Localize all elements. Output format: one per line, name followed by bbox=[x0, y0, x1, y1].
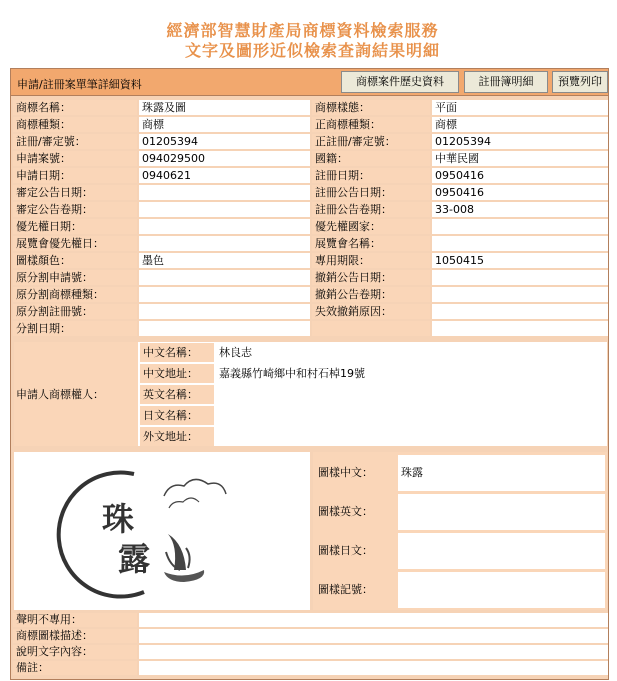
detail-label bbox=[312, 321, 430, 336]
footer-value bbox=[139, 645, 608, 659]
footer-value bbox=[139, 613, 608, 627]
detail-label: 展覽會名稱： bbox=[312, 236, 430, 251]
footer-label: 說明文字內容： bbox=[13, 645, 137, 659]
trademark-logo-char: 露 bbox=[118, 540, 151, 578]
history-button[interactable]: 商標案件歷史資料 bbox=[341, 71, 459, 93]
detail-value: 0950416 bbox=[432, 168, 608, 183]
applicant-label-cell bbox=[14, 342, 138, 446]
detail-label: 優先權國家： bbox=[312, 219, 430, 234]
detail-label: 註冊公告卷期： bbox=[312, 202, 430, 217]
pattern-value bbox=[398, 572, 605, 608]
detail-label: 註冊公告日期： bbox=[312, 185, 430, 200]
detail-label: 商標名稱： bbox=[13, 100, 137, 115]
panel-header bbox=[10, 68, 609, 96]
applicant-field-value bbox=[216, 406, 606, 425]
detail-label: 失效撤銷原因： bbox=[312, 304, 430, 319]
pattern-label: 圖樣中文： bbox=[315, 455, 395, 491]
pattern-value: 珠露 bbox=[398, 455, 605, 491]
pattern-label: 圖樣日文： bbox=[315, 533, 395, 569]
detail-label: 註冊/審定號： bbox=[13, 134, 137, 149]
detail-label: 申請案號： bbox=[13, 151, 137, 166]
detail-label: 正註冊/審定號： bbox=[312, 134, 430, 149]
applicant-field-label: 英文名稱： bbox=[140, 385, 214, 404]
footer-value bbox=[139, 629, 608, 643]
detail-value bbox=[139, 219, 310, 234]
detail-label: 國籍： bbox=[312, 151, 430, 166]
detail-value bbox=[139, 236, 310, 251]
pattern-label: 圖樣記號： bbox=[315, 572, 395, 608]
applicant-field-value bbox=[216, 427, 606, 446]
detail-value: 商標 bbox=[432, 117, 608, 132]
pattern-label: 圖樣英文： bbox=[315, 494, 395, 530]
applicant-field-label: 中文名稱： bbox=[140, 343, 214, 362]
detail-value: 珠露及圖 bbox=[139, 100, 310, 115]
detail-label: 原分割商標種類： bbox=[13, 287, 137, 302]
detail-label: 優先權日期： bbox=[13, 219, 137, 234]
detail-value bbox=[432, 219, 608, 234]
detail-label: 註冊日期： bbox=[312, 168, 430, 183]
trademark-logo-char: 珠 bbox=[102, 500, 135, 538]
detail-label: 商標樣態： bbox=[312, 100, 430, 115]
footer-label: 聲明不專用： bbox=[13, 613, 137, 627]
applicant-field-value bbox=[216, 385, 606, 404]
detail-label: 圖樣顏色： bbox=[13, 253, 137, 268]
detail-label: 撤銷公告卷期： bbox=[312, 287, 430, 302]
detail-value: 01205394 bbox=[139, 134, 310, 149]
detail-value bbox=[139, 270, 310, 285]
detail-value: 平面 bbox=[432, 100, 608, 115]
trademark-logo-icon bbox=[14, 452, 310, 610]
detail-label: 審定公告卷期： bbox=[13, 202, 137, 217]
detail-value: 商標 bbox=[139, 117, 310, 132]
panel-header-label: 申請/註冊案單筆詳細資料 bbox=[17, 78, 142, 91]
detail-value: 中華民國 bbox=[432, 151, 608, 166]
detail-value bbox=[432, 236, 608, 251]
detail-value bbox=[432, 321, 608, 336]
footer-label: 商標圖樣描述： bbox=[13, 629, 137, 643]
applicant-field-label: 中文地址： bbox=[140, 364, 214, 383]
detail-value: 墨色 bbox=[139, 253, 310, 268]
applicant-label: 申請人商標權人： bbox=[16, 388, 104, 401]
detail-value: 0950416 bbox=[432, 185, 608, 200]
detail-label: 分割日期： bbox=[13, 321, 137, 336]
detail-label: 展覽會優先權日： bbox=[13, 236, 137, 251]
detail-label: 審定公告日期： bbox=[13, 185, 137, 200]
detail-label: 原分割註冊號： bbox=[13, 304, 137, 319]
page-subtitle: 文字及圖形近似檢索查詢結果明細 bbox=[184, 41, 440, 60]
detail-value bbox=[139, 304, 310, 319]
footer-label: 備註： bbox=[13, 661, 137, 675]
detail-value bbox=[139, 185, 310, 200]
detail-value: 01205394 bbox=[432, 134, 608, 149]
detail-value bbox=[139, 321, 310, 336]
pattern-value bbox=[398, 533, 605, 569]
applicant-field-label: 外文地址： bbox=[140, 427, 214, 446]
detail-label: 正商標種類： bbox=[312, 117, 430, 132]
footer-value bbox=[139, 661, 608, 675]
detail-label: 商標種類： bbox=[13, 117, 137, 132]
applicant-field-value: 林良志 bbox=[216, 343, 606, 362]
applicant-field-label: 日文名稱： bbox=[140, 406, 214, 425]
detail-value bbox=[432, 270, 608, 285]
detail-label: 專用期限： bbox=[312, 253, 430, 268]
detail-label: 原分割申請號： bbox=[13, 270, 137, 285]
detail-value: 1050415 bbox=[432, 253, 608, 268]
detail-value: 094029500 bbox=[139, 151, 310, 166]
pattern-value bbox=[398, 494, 605, 530]
detail-value bbox=[139, 287, 310, 302]
detail-value: 33-008 bbox=[432, 202, 608, 217]
detail-label: 申請日期： bbox=[13, 168, 137, 183]
page-title: 經濟部智慧財產局商標資料檢索服務 bbox=[166, 21, 439, 40]
detail-value bbox=[432, 287, 608, 302]
print-preview-button[interactable]: 預覽列印 bbox=[552, 71, 608, 93]
register-detail-button[interactable]: 註冊簿明細 bbox=[464, 71, 548, 93]
detail-value bbox=[432, 304, 608, 319]
applicant-field-value: 嘉義縣竹崎鄉中和村石棹19號 bbox=[216, 364, 606, 383]
detail-label: 撤銷公告日期： bbox=[312, 270, 430, 285]
trademark-image bbox=[14, 452, 310, 610]
detail-value: 0940621 bbox=[139, 168, 310, 183]
detail-value bbox=[139, 202, 310, 217]
